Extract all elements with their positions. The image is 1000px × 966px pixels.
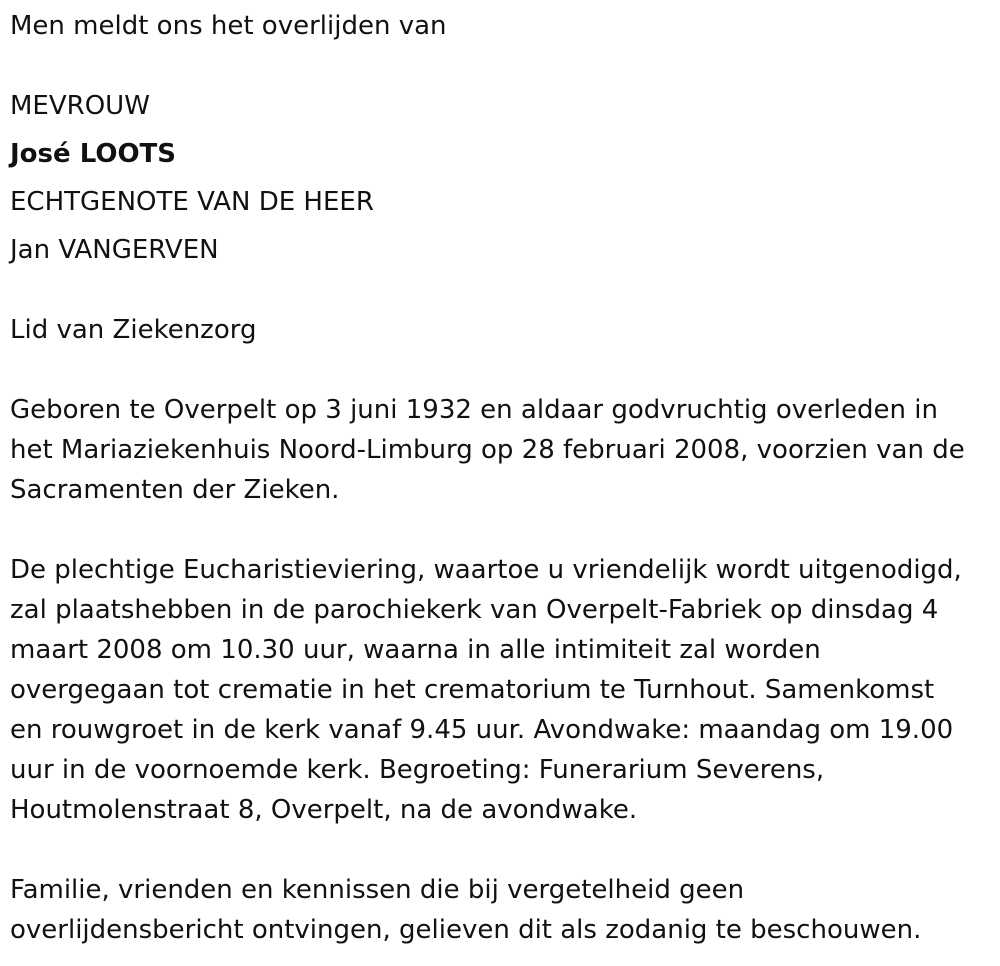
membership-text: Lid van Ziekenzorg	[10, 315, 257, 345]
deceased-name: José LOOTS	[10, 139, 177, 169]
spouse-label: ECHTGENOTE VAN DE HEER	[10, 187, 374, 217]
paragraph-line: overlijdensbericht ontvingen, gelieven dit als zodanig te beschouwen.	[10, 915, 922, 945]
spouse-name: Jan VANGERVEN	[10, 235, 219, 265]
intro-text: Men meldt ons het overlijden van	[10, 11, 447, 41]
paragraph-line: maart 2008 om 10.30 uur, waarna in alle intimiteit zal worden	[10, 635, 821, 665]
paragraph-line: De plechtige Eucharistieviering, waartoe u vriendelijk wordt uitgenodigd,	[10, 555, 962, 585]
ceremony-paragraph	[10, 550, 962, 830]
paragraph-line: het Mariaziekenhuis Noord-Limburg op 28 februari 2008, voorzien van de	[10, 435, 965, 465]
paragraph-line: zal plaatshebben in de parochiekerk van Overpelt-Fabriek op dinsdag 4	[10, 595, 939, 625]
title-text: MEVROUW	[10, 91, 150, 121]
closing-paragraph	[10, 870, 921, 950]
birth-death-paragraph	[10, 390, 965, 510]
paragraph-line: en rouwgroet in de kerk vanaf 9.45 uur. Avondwake: maandag om 19.00	[10, 715, 954, 745]
paragraph-line: Houtmolenstraat 8, Overpelt, na de avondwake.	[10, 795, 638, 825]
paragraph-line: Familie, vrienden en kennissen die bij vergetelheid geen	[10, 875, 745, 905]
paragraph-line: Geboren te Overpelt op 3 juni 1932 en aldaar godvruchtig overleden in	[10, 395, 938, 425]
paragraph-line: overgegaan tot crematie in het crematorium te Turnhout. Samenkomst	[10, 675, 935, 705]
paragraph-line: Sacramenten der Zieken.	[10, 475, 340, 505]
paragraph-line: uur in de voornoemde kerk. Begroeting: Funerarium Severens,	[10, 755, 825, 785]
